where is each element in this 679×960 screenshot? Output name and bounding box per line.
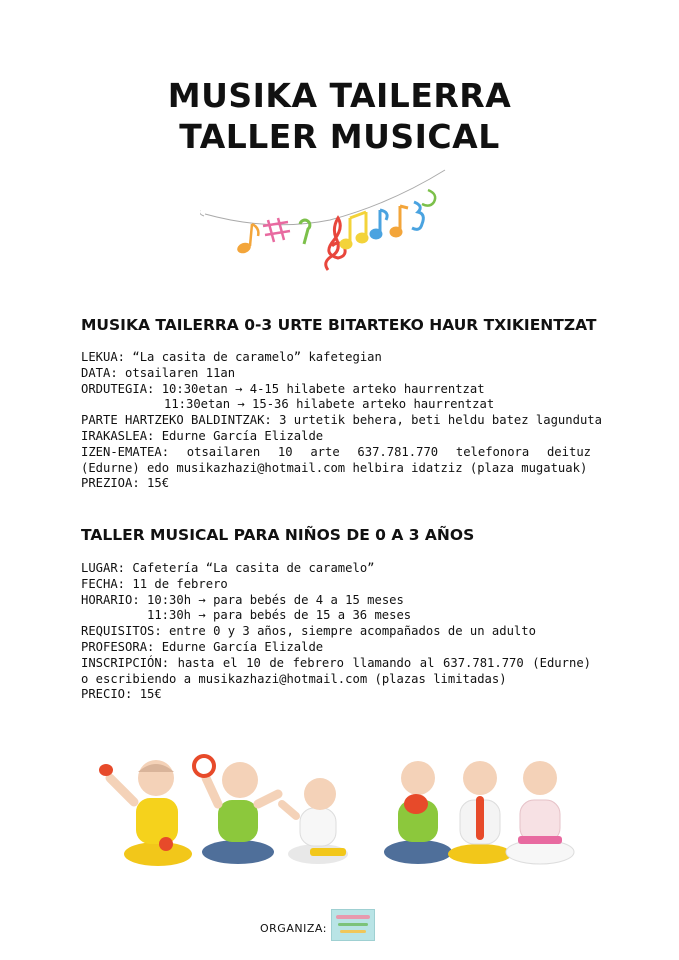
organiza-label: ORGANIZA: [260,922,327,935]
castellano-profesora: PROFESORA: Edurne García Elizalde [81,639,324,654]
euskara-prezioa: PREZIOA: 15€ [81,476,170,491]
euskara-izen-ematea: IZEN-EMATEA: otsailaren 10 arte 637.781.770 telefonora deituz (Edurne) edo musikazhazi@hotmail.com helbira idatziz (plaza mugatuak) [81,444,591,475]
castellano-requisitos: REQUISITOS: entre 0 y 3 años, siempre acompañados de un adulto [81,624,536,639]
euskara-irakaslea: IRAKASLEA: Edurne García Elizalde [81,428,324,443]
euskara-section-heading: MUSIKA TAILERRA 0-3 URTE BITARTEKO HAUR TXIKIENTZAT [81,316,597,334]
castellano-lugar: LUGAR: Cafetería “La casita de caramelo” [81,561,375,575]
castellano-horario: HORARIO: 10:30h → para bebés de 4 a 15 meses [81,592,404,607]
castellano-details [81,561,591,703]
music-notes-garland-icon [200,162,460,274]
castellano-horario-2: 11:30h → para bebés de 15 a 36 meses [147,608,412,623]
euskara-lekua: LEKUA: “La casita de caramelo” kafetegian [81,350,382,364]
title-line-1: MUSIKA TAILERRA [167,76,512,115]
euskara-data: DATA: otsailaren 11an [81,365,236,380]
organizer-logo [331,909,375,941]
euskara-ordutegia: ORDUTEGIA: 10:30etan → 4-15 hilabete arteko haurrentzat [81,381,485,396]
castellano-fecha: FECHA: 11 de febrero [81,576,228,591]
castellano-inscripcion: INSCRIPCIÓN: hasta el 10 de febrero llamando al 637.781.770 (Edurne) o escribiendo a musikazhazi@hotmail.com (plazas limitadas) [81,655,591,686]
castellano-section-heading: TALLER MUSICAL PARA NIÑOS DE 0 A 3 AÑOS [81,526,475,544]
euskara-ordutegia-2: 11:30etan → 15-36 hilabete arteko haurrentzat [164,397,495,412]
babies-with-instruments-photo [96,752,586,870]
castellano-precio: PRECIO: 15€ [81,687,162,702]
euskara-details [81,350,602,492]
euskara-baldintzak: PARTE HARTZEKO BALDINTZAK: 3 urtetik behera, beti heldu batez lagunduta [81,413,602,428]
title-line-2: TALLER MUSICAL [179,117,500,156]
